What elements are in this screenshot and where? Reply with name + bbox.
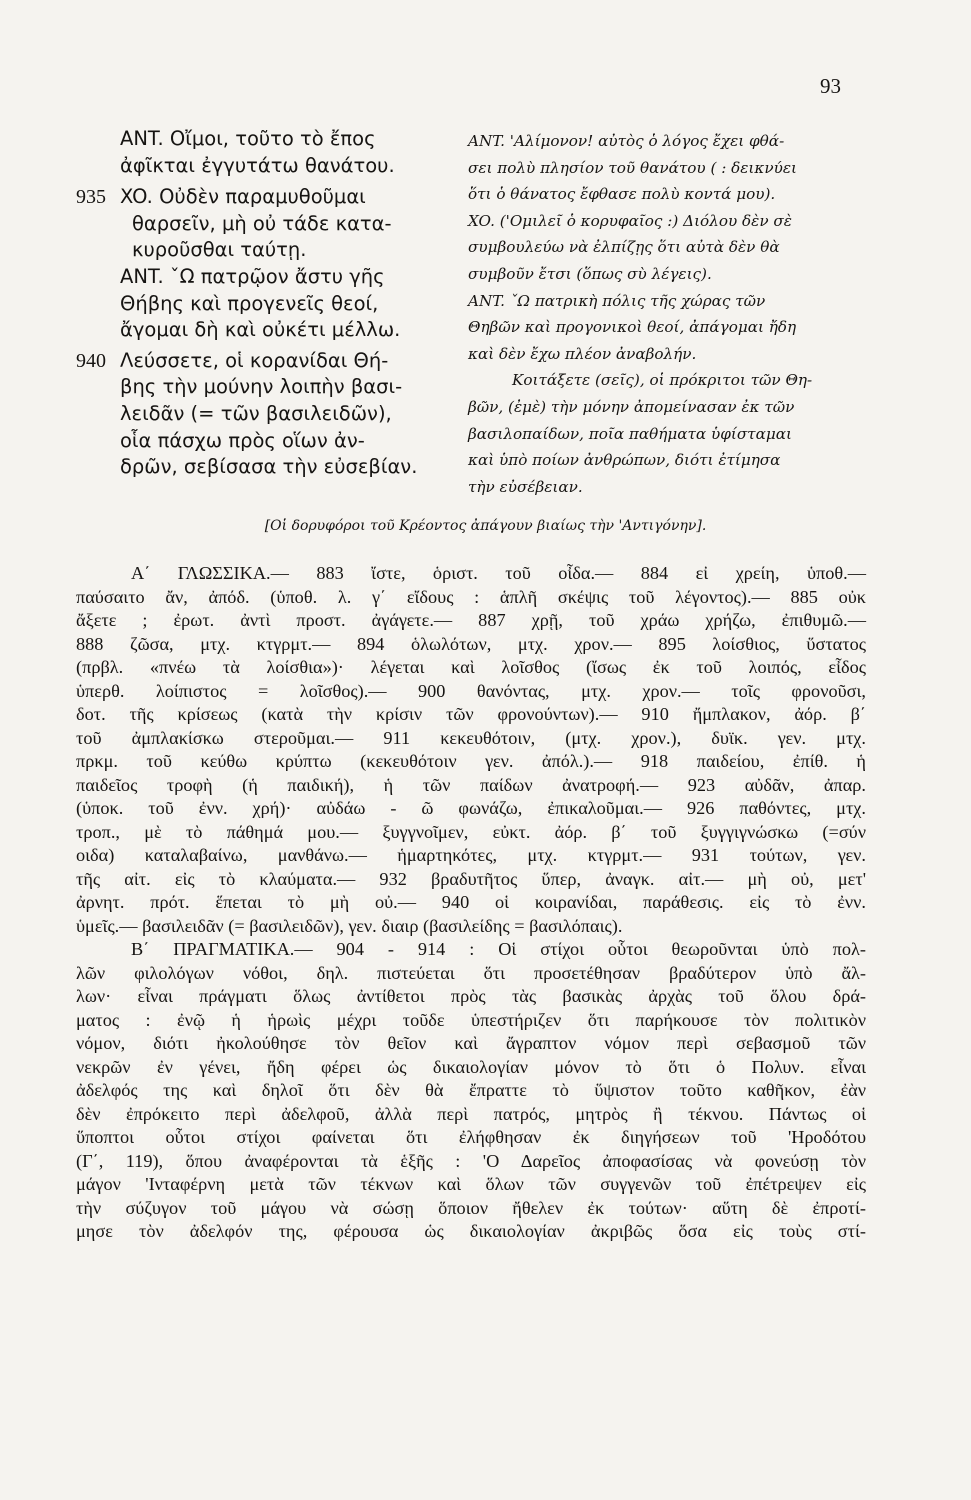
notes-line: τροπ., μὲ τὸ πάθημά μου.— ξυγγνοῖμεν, εὐκτ. ἀόρ. β΄ τοῦ ξυγγιγνώσκω (=σύν [76, 821, 866, 842]
notes-line: 888 ζῶσα, μτχ. κτγρμτ.— 894 ὁλωλότων, μτχ. χρον.— 895 λοίσθιος, ὕστατος [76, 633, 866, 654]
translation-line: XO. ('Ομιλεῖ ὁ κορυφαῖος :) Διόλου δὲν σὲ [468, 211, 792, 230]
notes-line: νεκρῶν ἐν γένει, ἤδη φέρει ὡς δικαιολογίαν μόνον τὸ ὅτι ὁ Πολυν. εἶναι [76, 1056, 866, 1077]
verse-line [76, 211, 441, 238]
verse-line [76, 317, 441, 344]
notes-line: ὑπερθ. λοίπιστος = λοῖσθος).— 900 θανόντας, μτχ. χρον.— τοῖς φρονοῦσι, [76, 680, 866, 701]
verse-line-text: ἄγομαι δὴ καὶ οὐκέτι μέλλω. [120, 318, 401, 342]
translation-line: καὶ ὑπὸ ποίων ἀνθρώπων, διότι ἐτίμησα [468, 451, 781, 470]
verse-line-text: οἷα πάσχω πρὸς οἵων ἀν- [120, 428, 365, 452]
verse-line [76, 126, 441, 153]
notes-line: λων· εἶναι πράγματι ὅλως ἀντίθετοι πρὸς τὰς βασικὰς ἀρχὰς τοῦ ὅλου δρά- [76, 986, 866, 1006]
notes-line: ματος : ἐνῷ ἡ ἡρωὶς μέχρι τοῦδε ὑπεστήριζεν ὅτι παρήκουσε τὸν πολιτικὸν [76, 1009, 866, 1030]
notes-line: ἀρνητ. πρότ. ἕπεται τὸ μὴ οὐ.— 940 οἱ κοιρανίδαι, παράθεσις. εἰς τὸ ἐνν. [76, 892, 866, 912]
translation-line: συμβουλεύω νὰ ἐλπίζῃς ὅτι αὐτὰ δὲν θὰ [468, 238, 780, 257]
notes-line: παύσαιτο ἄν, ἀπόδ. (ὑποθ. λ. γ΄ εἴδους : ἁπλῆ σκέψις τοῦ λέγοντος).— 885 οὐκ [76, 586, 866, 607]
notes-line: ἀδελφός της καὶ δηλοῖ ὅτι δὲν θὰ ἔπραττε τὸ ὕψιστον τοῦτο καθῆκον, ἐὰν [76, 1080, 866, 1100]
verse-line [76, 291, 441, 318]
notes-line: νόμον, διότι ἠκολούθησε τὸν θεῖον καὶ ἄγραπτον νόμον περὶ σεβασμοῦ τῶν [76, 1033, 866, 1053]
translation-line: ANT. ˇΩ πατρικὴ πόλις τῆς χώρας τῶν [468, 291, 766, 310]
verse-line-text: κυροῦσθαι ταύτῃ. [132, 238, 307, 262]
notes-line: παιδεῖος τροφὴ (ἡ παιδική), ἡ τῶν παίδων ἀνατροφή.— 923 αὐδᾶν, ἀπαρ. [76, 774, 866, 795]
verse-line-text: ANT. ˇΩ πατρῷον ἄστυ γῆς [120, 264, 385, 288]
translation-line: Κοιτάξετε (σεῖς), οἱ πρόκριτοι τῶν Θη- [512, 371, 813, 390]
notes-line: Α΄ ΓΛΩΣΣΙΚΑ.— 883 ἴστε, ὁριστ. τοῦ οἶδα.— 884 εἰ χρείη, ὑποθ.— [131, 563, 866, 583]
notes-line: ὑμεῖς.— βασιλειδᾶν (= βασιλειδῶν), γεν. διαιρ (βασιλείδης = βασιλόπαις). [76, 915, 623, 936]
verse-line-number: 940 [76, 349, 106, 372]
verse-line [76, 237, 441, 264]
notes-line: λῶν φιλολόγων νόθοι, δηλ. πιστεύεται ὅτι προσετέθησαν βραδύτερον ὑπὸ ἄλ- [76, 962, 866, 983]
verse-line-text: δρῶν, σεβίσασα τὴν εὐσεβίαν. [120, 455, 418, 479]
verse-line [76, 184, 441, 211]
notes-line: δὲν ἐπρόκειτο περὶ ἀδελφοῦ, ἀλλὰ περὶ πατρός, μητρὸς ἢ τέκνου. Πάντως οἱ [76, 1103, 866, 1124]
verse-line-text: λειδᾶν (= τῶν βασιλειδῶν), [120, 401, 392, 425]
notes-line: οιδα) καταλαβαίνω, μανθάνω.— ἡμαρτηκότες, μτχ. κτγρμτ.— 931 τούτων, γεν. [76, 845, 866, 865]
verse-line [76, 401, 441, 428]
verse-line-text: ANT. Οἴμοι, τοῦτο τὸ ἔπος [120, 127, 376, 150]
verse-line [76, 374, 441, 401]
translation-column [468, 128, 868, 500]
verse-line [76, 264, 441, 291]
verse-line [76, 428, 441, 455]
notes-line: ὕποπτοι οὗτοι στίχοι φαίνεται ὅτι ἐλήφθησαν ἐκ διηγήσεων τοῦ 'Ηροδότου [76, 1127, 866, 1147]
verse-line-text: ἀφῖκται ἐγγυτάτω θανάτου. [120, 153, 395, 177]
translation-line: τὴν εὐσέβειαν. [468, 477, 583, 496]
notes-line: δοτ. τῆς κρίσεως (κατὰ τὴν κρίσιν τῶν φρονούντων).— 910 ἤμπλακον, ἀόρ. β΄ [76, 704, 866, 724]
verse-line-text: Θήβης καὶ προγενεῖς θεοί, [120, 291, 379, 315]
notes-line: (πρβλ. «πνέω τὰ λοίσθια»)· λέγεται καὶ λοῖσθος (ἴσως ἐκ τοῦ λοιπός, εἶδος [76, 657, 866, 677]
verse-line-text: βης τὴν μούνην λοιπὴν βασι- [120, 375, 403, 399]
verse-line-text: XO. Οὐδὲν παραμυθοῦμαι [120, 185, 366, 209]
translation-line: βασιλοπαίδων, ποῖα παθήματα ὑφίσταμαι [468, 424, 792, 443]
translation-line: ANT. 'Αλίμονον! αὐτὸς ὁ λόγος ἔχει φθά- [468, 132, 785, 150]
notes-line: τὴν σύζυγον τοῦ μάγου νὰ σώσῃ ὅποιον ἤθελεν ἐκ τούτων· αὕτη δὲ ἐπροτί- [76, 1197, 866, 1218]
stage-direction: [Οἱ δορυφόροι τοῦ Κρέοντος ἀπάγουν βιαίως τὴν 'Αντιγόνην]. [264, 518, 707, 534]
notes-line: τῆς αἰτ. εἰς τὸ κλαύματα.— 932 βραδυτῆτος ὕπερ, ἀναγκ. αἰτ.— μὴ οὐ, μετ' [76, 868, 866, 889]
verse-line [76, 153, 441, 180]
translation-line: βῶν, (ἐμὲ) τὴν μόνην ἀπομείνασαν ἐκ τῶν [468, 397, 795, 416]
notes-line: (ὑποκ. τοῦ ἐνν. χρή)· αὐδάω - ῶ φωνάζω, ἐπικαλοῦμαι.— 926 παθόντες, μτχ. [76, 798, 866, 818]
verse-line-text: Λεύσσετε, οἱ κορανίδαι Θή- [120, 348, 389, 372]
notes-line: Β΄ ΠΡΑΓΜΑΤΙΚΑ.— 904 - 914 : Οἱ στίχοι οὗτοι θεωροῦνται ὑπὸ πολ- [131, 939, 866, 959]
page-number: 93 [820, 74, 841, 98]
verse-line [76, 348, 441, 375]
notes-section [76, 562, 866, 1244]
verse-line [76, 454, 441, 481]
notes-line: μησε τὸν ἀδελφόν της, φέρουσα ὡς δικαιολογίαν ἀκριβῶς ὅσα εἰς τοὺς στί- [76, 1221, 866, 1241]
translation-line: ὅτι ὁ θάνατος ἔφθασε πολὺ κοντά μου). [468, 185, 776, 204]
notes-line: πρκμ. τοῦ κεύθω κρύπτω (κεκευθότοιν γεν. ἀπόλ.).— 918 παιδείου, ἐπίθ. ἡ [76, 751, 866, 771]
verse-line-text: θαρσεῖν, μὴ οὐ τάδε κατα- [132, 211, 392, 235]
notes-line: (Γ΄, 119), ὅπου ἀναφέρονται τὰ ἑξῆς : 'Ο Δαρεῖος ἀποφασίσας νὰ φονεύσῃ τὸν [76, 1150, 866, 1171]
translation-line: συμβοῦν ἔτσι (ὅπως σὺ λέγεις). [468, 264, 712, 283]
verse-column [76, 126, 441, 481]
verse-line-number: 935 [76, 186, 106, 209]
translation-line: καὶ δὲν ἔχω πλέον ἀναβολήν. [468, 344, 697, 363]
notes-line: τοῦ ἀμπλακίσκω στεροῦμαι.— 911 κεκευθότοιν, (μτχ. χρον.), δυϊκ. γεν. μτχ. [76, 727, 866, 748]
translation-line: σει πολὺ πλησίον τοῦ θανάτου ( : δεικνύει [468, 158, 797, 177]
translation-line: Θηβῶν καὶ προγονικοὶ θεοί, ἀπάγομαι ἤδη [468, 318, 797, 337]
notes-line: ἄξετε ; ἐρωτ. ἀντὶ προστ. ἀγάγετε.— 887 χρῇ, τοῦ χράω χρήζω, ἐπιθυμῶ.— [76, 610, 866, 630]
notes-line: μάγον 'Ινταφέρνη μετὰ τῶν τέκνων καὶ ὅλων τῶν συγγενῶν τοῦ ἐπέτρεψεν εἰς [76, 1174, 866, 1194]
